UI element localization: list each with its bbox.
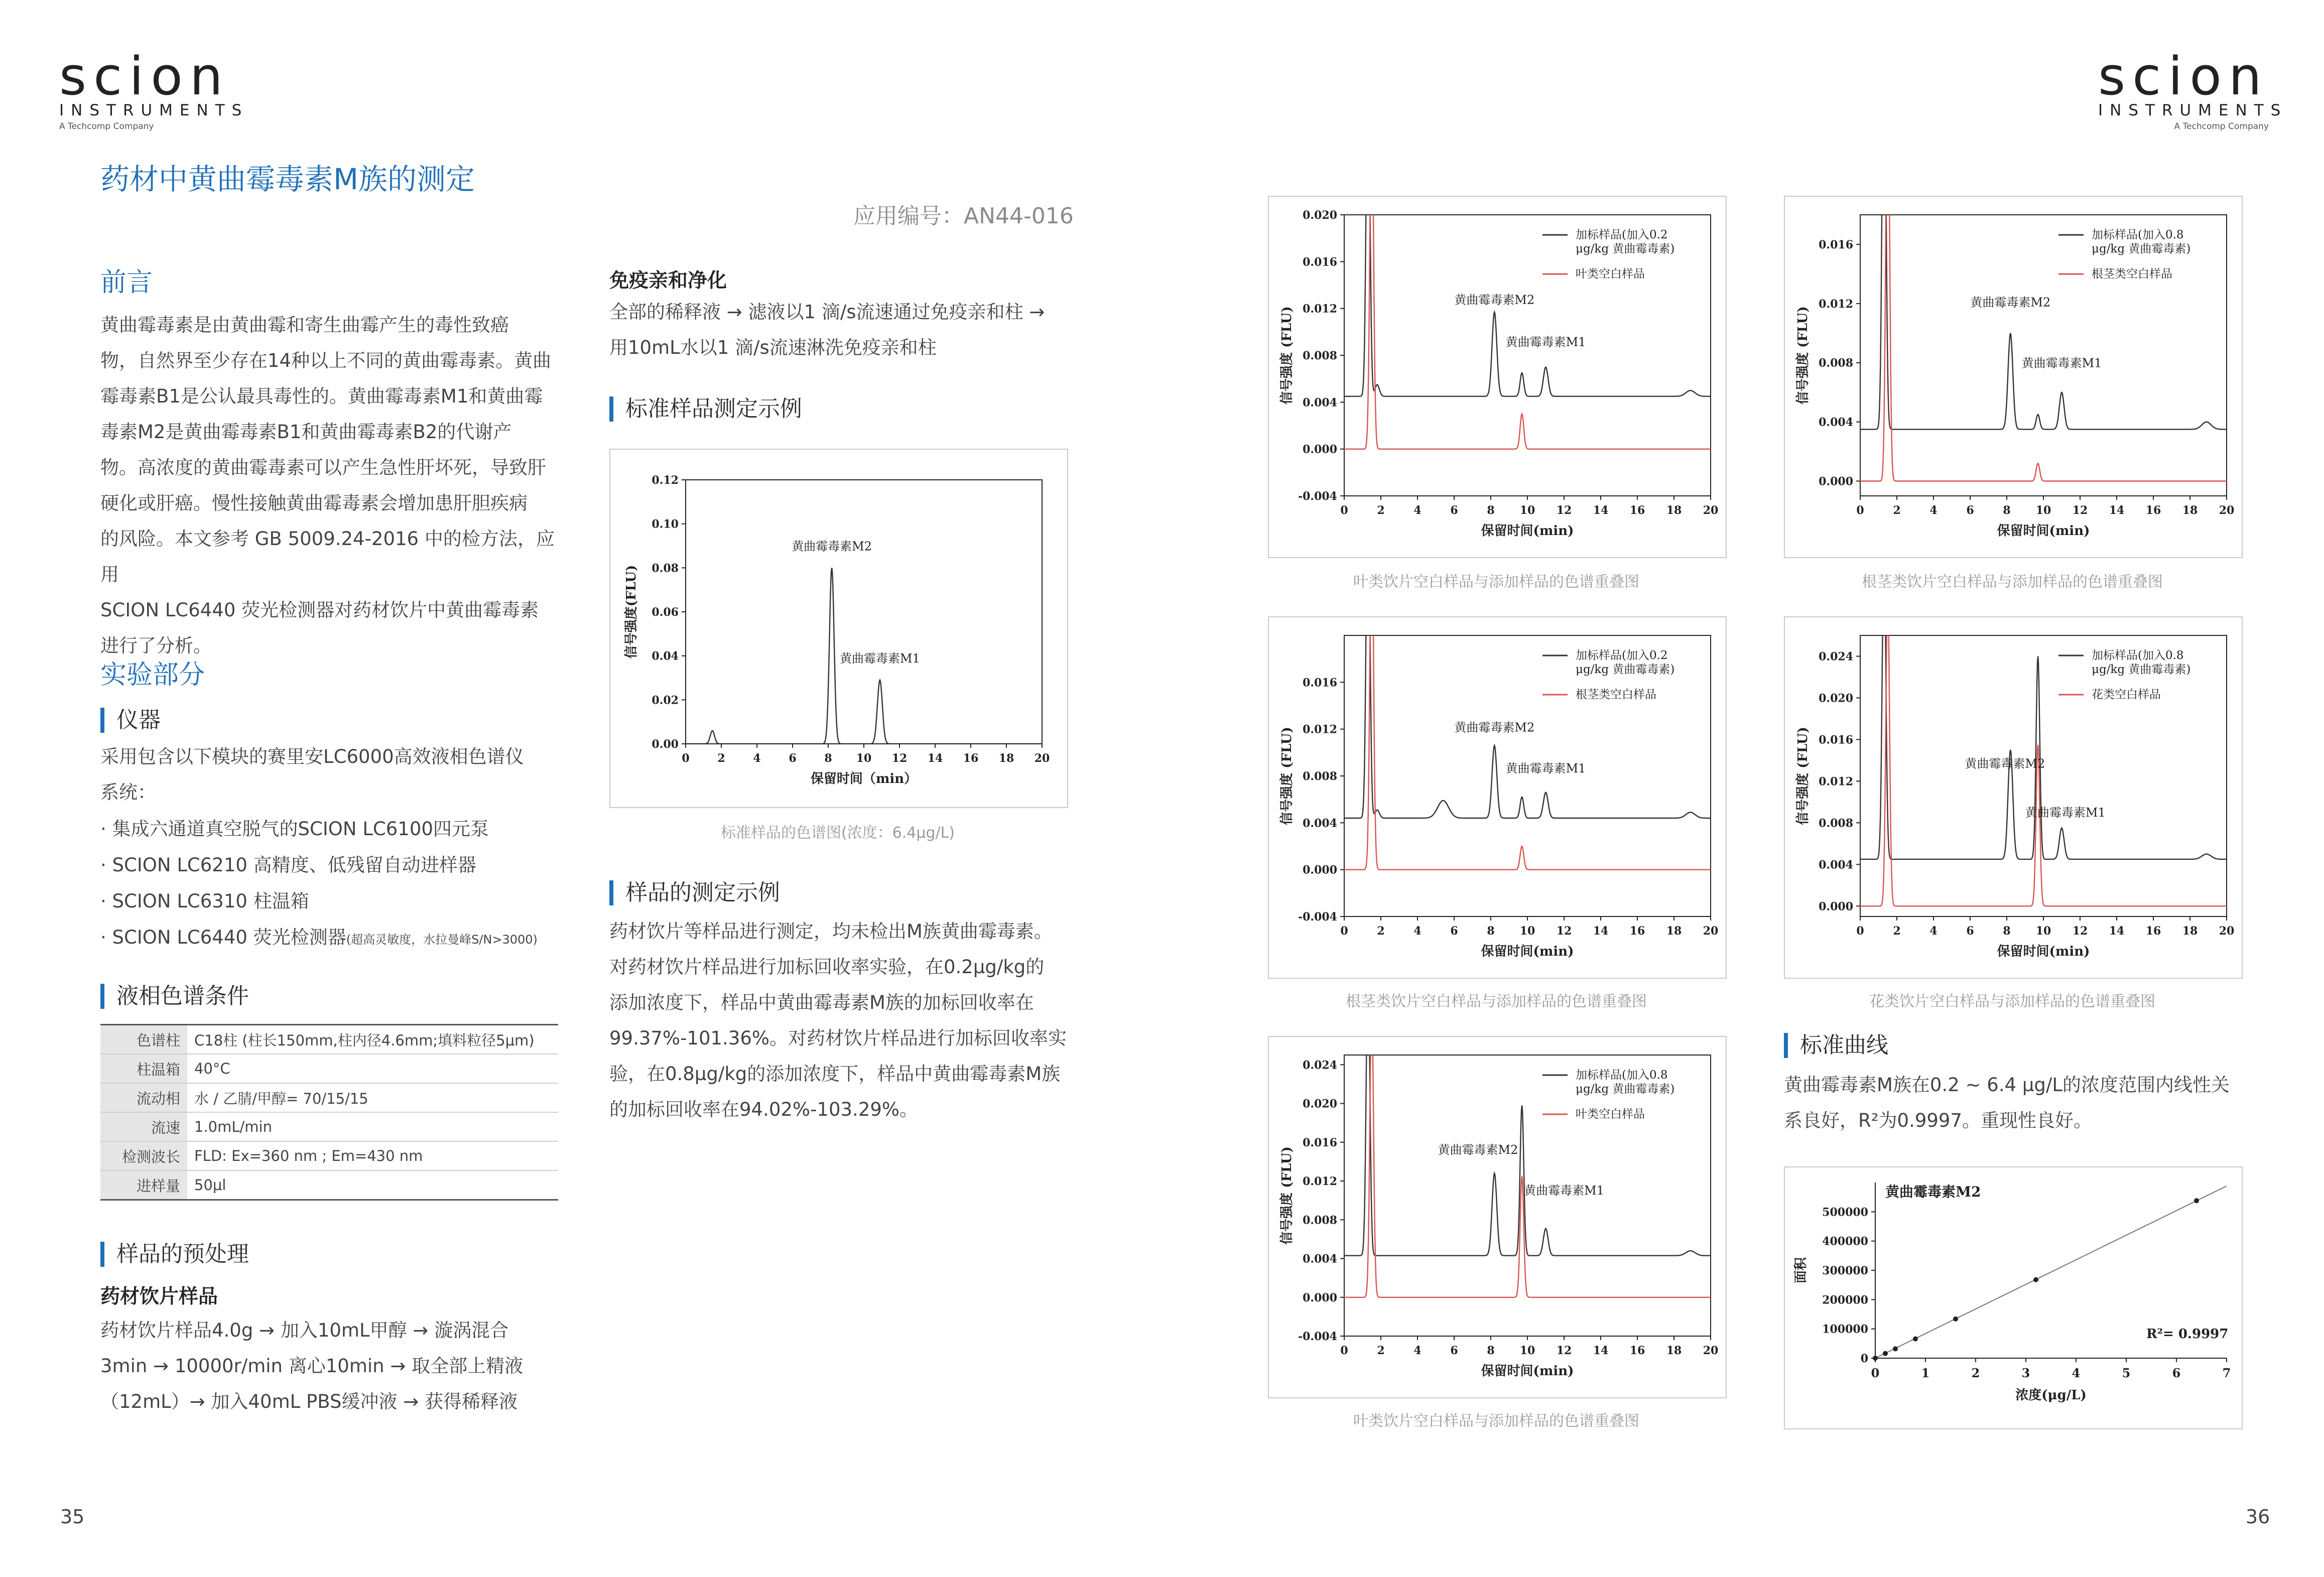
pretreatment-text: 药材饮片样品4.0g → 加入10mL甲醇 → 漩涡混合 3min → 10000r/min 离心10min → 取全部上精液 （12mL）→ 加入40mL PBS缓冲液 → 获得稀释液 <box>100 1320 524 1412</box>
x-tick-label: 20 <box>1034 752 1050 765</box>
plot-area <box>1344 215 1711 496</box>
y-axis-label: 信号强度 (FLU) <box>1279 306 1295 405</box>
caption-4: 花类饮片空白样品与添加样品的色谱重叠图 <box>1869 993 2155 1010</box>
legend-label-2: 根茎类空白样品 <box>1576 688 1656 701</box>
plot-area <box>686 480 1042 744</box>
legend-label-1b: μg/kg 黄曲霉毒素) <box>1576 242 1675 255</box>
y-tick-label: 0.004 <box>1303 396 1337 410</box>
plot-area <box>1344 635 1711 916</box>
x-tick-label: 4 <box>1413 1344 1422 1357</box>
y-tick-label: 0.012 <box>1819 297 1853 311</box>
x-tick-label: 18 <box>1666 1344 1682 1357</box>
standard-chart-frame <box>609 449 1068 808</box>
calibration-title: 黄曲霉毒素M2 <box>1885 1184 1981 1200</box>
x-tick-label: 6 <box>1450 1344 1458 1357</box>
data-point <box>1893 1346 1898 1351</box>
x-tick-label: 14 <box>2109 504 2125 517</box>
x-tick-label: 0 <box>1856 504 1864 517</box>
logo-left <box>59 46 249 132</box>
x-tick-label: 12 <box>2072 925 2088 938</box>
series-line-1 <box>1344 617 1711 818</box>
data-point <box>1953 1317 1958 1322</box>
y-tick-label: 0.008 <box>1819 817 1853 830</box>
data-point <box>1883 1351 1888 1356</box>
calibration-heading: 标准曲线 <box>1784 1033 1888 1058</box>
x-tick-label: 0 <box>1340 1344 1348 1357</box>
peak-label: 黄曲霉毒素M2 <box>1970 295 2051 310</box>
legend-label-1b: μg/kg 黄曲霉毒素) <box>1576 663 1675 676</box>
caption-3: 根茎类饮片空白样品与添加样品的色谱重叠图 <box>1346 993 1647 1010</box>
y-tick-label: 500000 <box>1822 1206 1868 1219</box>
x-tick-label: 12 <box>1556 504 1572 517</box>
chart-frame-3 <box>1268 616 1727 979</box>
chromatogram-leaf-0.8 <box>1269 1037 1726 1397</box>
x-tick-label: 14 <box>927 752 943 765</box>
x-tick-label: 18 <box>1666 504 1682 517</box>
calibration-text: 黄曲霉毒素M族在0.2 ~ 6.4 μg/L的浓度范围内线性关 系良好，R²为0.9997。重现性良好。 <box>1784 1074 2230 1131</box>
y-tick-label: 0.000 <box>1819 475 1853 488</box>
x-tick-label: 10 <box>2035 925 2051 938</box>
x-tick-label: 12 <box>1556 925 1572 938</box>
table-row: 进样量 50μl <box>100 1170 558 1200</box>
immuno-heading: 免疫亲和净化 <box>609 270 727 292</box>
y-axis-label: 信号强度 (FLU) <box>1279 1146 1295 1245</box>
chromatogram-root-0.2 <box>1269 617 1726 978</box>
table-row: 流速 1.0mL/min <box>100 1112 558 1141</box>
pretreatment-heading: 样品的预处理 <box>100 1242 249 1267</box>
chart-frame-1 <box>1268 196 1727 558</box>
logo-sub: INSTRUMENTS <box>2098 101 2288 119</box>
peak-label: 黄曲霉毒素M1 <box>1505 335 1586 349</box>
caption-2: 根茎类饮片空白样品与添加样品的色谱重叠图 <box>1862 573 2163 591</box>
logo-tagline: A Techcomp Company <box>2174 121 2269 132</box>
x-tick-label: 20 <box>1703 504 1719 517</box>
y-axis-label: 面积 <box>1793 1257 1809 1284</box>
y-tick-label: 0.000 <box>1819 900 1853 913</box>
conditions-table <box>100 1024 558 1201</box>
peak-label: 黄曲霉毒素M1 <box>840 651 920 666</box>
list-item: · 集成六通道真空脱气的SCION LC6100四元泵 <box>100 818 489 840</box>
x-axis-label: 保留时间（min） <box>810 771 918 786</box>
peak-label: 黄曲霉毒素M1 <box>1505 761 1586 775</box>
x-tick-label: 10 <box>856 752 872 765</box>
legend-label-1a: 加标样品(加入0.8 <box>2092 649 2184 662</box>
instrument-intro: 采用包含以下模块的赛里安LC6000高效液相色谱仪 系统： <box>100 746 524 803</box>
chromatogram-root-0.8 <box>1785 197 2242 557</box>
x-tick-label: 4 <box>1929 925 1938 938</box>
x-tick-label: 6 <box>1966 925 1974 938</box>
y-tick-label: -0.004 <box>1298 1330 1337 1343</box>
x-axis-label: 保留时间(min) <box>1481 1364 1574 1379</box>
legend-label-2: 花类空白样品 <box>2092 688 2161 701</box>
x-axis-label: 保留时间(min) <box>1481 944 1574 959</box>
experiment-heading: 实验部分 <box>100 660 205 690</box>
table-row: 柱温箱 40°C <box>100 1054 558 1083</box>
calibration-curve <box>1785 1167 2242 1428</box>
y-tick-label: 0.020 <box>1303 1097 1337 1111</box>
x-tick-label: 16 <box>963 752 979 765</box>
y-axis-label: 信号强度(FLU) <box>624 565 639 659</box>
y-tick-label: 0.012 <box>1303 302 1337 316</box>
y-tick-label: 0.008 <box>1303 349 1337 362</box>
peak-label: 黄曲霉毒素M2 <box>1454 720 1535 735</box>
x-tick-label: 20 <box>2219 925 2235 938</box>
y-tick-label: 0.012 <box>1303 1175 1337 1189</box>
chromatogram-leaf-0.2 <box>1269 197 1726 557</box>
x-tick-label: 2 <box>1377 925 1385 938</box>
y-tick-label: 0.10 <box>652 517 679 531</box>
y-tick-label: 0.016 <box>1303 676 1337 690</box>
r-squared-label: R²= 0.9997 <box>2146 1327 2229 1342</box>
x-tick-label: 18 <box>998 752 1014 765</box>
y-tick-label: 0.012 <box>1303 723 1337 736</box>
y-tick-label: 200000 <box>1822 1293 1868 1307</box>
x-tick-label: 18 <box>2182 925 2198 938</box>
x-tick-label: 16 <box>1629 504 1645 517</box>
sample-example-text: 药材饮片等样品进行测定，均未检出M族黄曲霉毒素。 对药材饮片样品进行加标回收率实验，在0.2μg/kg的 添加浓度下，样品中黄曲霉毒素M族的加标回收率在 99.37%-101.36%。对药材饮片样品进行加标回收率实 验，在0.8μg/kg的添加浓度下，样品中黄曲霉毒素M族 的加标回收率在94.02%-103.29%。 <box>609 921 1067 1120</box>
y-tick-label: 0.00 <box>652 738 679 751</box>
caption-1: 叶类饮片空白样品与添加样品的色谱重叠图 <box>1353 573 1639 591</box>
peak-label: 黄曲霉毒素M2 <box>1438 1142 1518 1157</box>
x-tick-label: 14 <box>2109 925 2125 938</box>
x-tick-label: 8 <box>2003 504 2011 517</box>
x-tick-label: 0 <box>1340 504 1348 517</box>
x-tick-label: 16 <box>1629 1344 1645 1357</box>
immuno-text: 全部的稀释液 → 滤液以1 滴/s流速通过免疫亲和柱 → 用10mL水以1 滴/s流速淋洗免疫亲和柱 <box>609 301 1045 358</box>
x-tick-label: 16 <box>2145 925 2161 938</box>
x-tick-label: 6 <box>1450 925 1458 938</box>
y-axis-label: 信号强度 (FLU) <box>1279 727 1295 825</box>
y-tick-label: 0.020 <box>1819 692 1853 705</box>
x-tick-label: 20 <box>1703 1344 1719 1357</box>
x-tick-label: 12 <box>891 752 908 765</box>
x-tick-label: 2 <box>1893 504 1901 517</box>
x-tick-label: 6 <box>2172 1366 2181 1380</box>
y-tick-label: 0.016 <box>1819 238 1853 251</box>
page-number-right: 36 <box>2246 1506 2270 1528</box>
legend-label-2: 根茎类空白样品 <box>2092 268 2172 281</box>
y-tick-label: 400000 <box>1822 1235 1868 1248</box>
y-tick-label: 0.04 <box>652 649 679 663</box>
x-tick-label: 4 <box>753 752 761 765</box>
x-tick-label: 0 <box>1340 925 1348 938</box>
x-tick-label: 8 <box>1487 1344 1495 1357</box>
x-tick-label: 3 <box>2021 1366 2030 1380</box>
x-tick-label: 0 <box>1856 925 1864 938</box>
x-tick-label: 18 <box>1666 925 1682 938</box>
page-title: 药材中黄曲霉毒素M族的测定 <box>100 162 475 196</box>
x-tick-label: 4 <box>1413 925 1422 938</box>
x-axis-label: 保留时间(min) <box>1997 523 2090 539</box>
calibration-chart-frame <box>1784 1166 2243 1429</box>
x-tick-label: 12 <box>2072 504 2088 517</box>
legend-label-1a: 加标样品(加入0.2 <box>1576 649 1668 662</box>
y-tick-label: -0.004 <box>1298 910 1337 924</box>
logo-sub: INSTRUMENTS <box>59 101 249 119</box>
y-tick-label: 0.02 <box>652 694 679 707</box>
x-tick-label: 2 <box>717 752 725 765</box>
x-tick-label: 4 <box>2072 1366 2081 1380</box>
legend-label-1b: μg/kg 黄曲霉毒素) <box>1576 1083 1675 1096</box>
logo-word: scion <box>2098 46 2269 107</box>
x-tick-label: 16 <box>1629 925 1645 938</box>
x-tick-label: 2 <box>1377 504 1385 517</box>
legend-label-2: 叶类空白样品 <box>1576 268 1645 281</box>
y-tick-label: 100000 <box>1822 1323 1868 1336</box>
legend-label-1a: 加标样品(加入0.8 <box>1576 1069 1668 1082</box>
y-tick-label: 0.004 <box>1303 1252 1337 1266</box>
peak-label: 黄曲霉毒素M2 <box>792 539 872 554</box>
plot-area <box>1860 635 2227 916</box>
x-tick-label: 14 <box>1593 504 1609 517</box>
plot-area <box>1860 215 2227 496</box>
x-tick-label: 20 <box>1703 925 1719 938</box>
x-tick-label: 2 <box>1971 1366 1980 1380</box>
chart-frame-4 <box>1784 616 2243 979</box>
list-item: · SCION LC6310 柱温箱 <box>100 890 309 912</box>
logo-word: scion <box>59 46 230 107</box>
x-tick-label: 2 <box>1377 1344 1385 1357</box>
y-tick-label: 300000 <box>1822 1264 1868 1277</box>
logo-right <box>2098 46 2288 132</box>
preface-text: 黄曲霉毒素是由黄曲霉和寄生曲霉产生的毒性致癌 物，自然界至少存在14种以上不同的黄曲霉毒素。黄曲 霉毒素B1是公认最具毒性的。黄曲霉毒素M1和黄曲霉 毒素M2是黄曲霉毒素B1和黄曲霉毒素B2的代谢产 物。高浓度的黄曲霉毒素可以产生急性肝坏死，导致肝 硬化或肝癌。慢性接触黄曲霉毒素会增加患肝胆疾病 的风险。本文参考 GB 5009.24-2016 中的检方法，应用 SCION LC6440 荧光检测器对药材饮片中黄曲霉毒素 进行了分析。 <box>100 314 555 656</box>
y-tick-label: 0.000 <box>1303 443 1337 456</box>
y-tick-label: 0.06 <box>652 606 679 619</box>
x-tick-label: 8 <box>824 752 832 765</box>
data-point <box>2033 1277 2038 1282</box>
x-tick-label: 7 <box>2222 1366 2231 1380</box>
x-tick-label: 12 <box>1556 1344 1572 1357</box>
chromatogram-flower-0.8 <box>1785 617 2242 978</box>
y-tick-label: 0.008 <box>1303 1214 1337 1227</box>
y-tick-label: 0.016 <box>1819 733 1853 747</box>
x-tick-label: 1 <box>1921 1366 1930 1380</box>
y-tick-label: 0.12 <box>652 474 679 487</box>
x-tick-label: 6 <box>1450 504 1458 517</box>
x-axis-label: 保留时间(min) <box>1481 523 1574 539</box>
data-point <box>1873 1356 1878 1361</box>
x-tick-label: 18 <box>2182 504 2198 517</box>
y-tick-label: 0.020 <box>1303 209 1337 222</box>
x-tick-label: 10 <box>2035 504 2051 517</box>
x-tick-label: 20 <box>2219 504 2235 517</box>
list-item: · SCION LC6210 高精度、低残留自动进样器 <box>100 854 476 876</box>
standard-example-heading: 标准样品测定示例 <box>609 397 802 422</box>
y-tick-label: 0.000 <box>1303 1291 1337 1304</box>
peak-label: 黄曲霉毒素M1 <box>2021 356 2102 370</box>
peak-label: 黄曲霉毒素M2 <box>1454 293 1535 307</box>
preface-heading: 前言 <box>100 268 153 298</box>
data-point <box>2194 1198 2199 1203</box>
page-number-left: 35 <box>60 1506 85 1528</box>
y-tick-label: 0.08 <box>652 562 679 575</box>
x-axis-label: 浓度(μg/L) <box>2015 1388 2087 1403</box>
x-tick-label: 16 <box>2145 504 2161 517</box>
x-tick-label: 4 <box>1929 504 1938 517</box>
instrument-list <box>100 811 592 958</box>
x-tick-label: 10 <box>1519 925 1535 938</box>
y-tick-label: 0.004 <box>1819 858 1853 872</box>
peak-label: 黄曲霉毒素M1 <box>2025 805 2106 820</box>
standard-chromatogram <box>610 450 1067 807</box>
x-tick-label: 0 <box>682 752 690 765</box>
data-point <box>1913 1337 1918 1342</box>
table-row: 流动相 水 / 乙腈/甲醇= 70/15/15 <box>100 1083 558 1112</box>
legend-label-1a: 加标样品(加入0.2 <box>1576 228 1668 241</box>
y-axis-label: 信号强度 (FLU) <box>1795 727 1811 825</box>
legend-label-1a: 加标样品(加入0.8 <box>2092 228 2184 241</box>
conditions-heading: 液相色谱条件 <box>100 984 249 1009</box>
x-axis-label: 保留时间(min) <box>1997 944 2090 959</box>
y-tick-label: 0.008 <box>1303 770 1337 783</box>
pretreatment-subheading: 药材饮片样品 <box>100 1285 218 1308</box>
y-tick-label: 0.024 <box>1819 650 1853 664</box>
standard-caption: 标准样品的色谱图(浓度：6.4μg/L) <box>720 824 955 842</box>
chart-frame-2 <box>1784 196 2243 558</box>
y-tick-label: 0.024 <box>1303 1059 1337 1072</box>
y-tick-label: 0 <box>1860 1352 1868 1365</box>
instrument-heading: 仪器 <box>100 708 161 733</box>
y-tick-label: 0.016 <box>1303 1136 1337 1149</box>
x-tick-label: 8 <box>1487 925 1495 938</box>
logo-tagline: A Techcomp Company <box>59 121 154 132</box>
peak-label: 黄曲霉毒素M1 <box>1524 1184 1604 1198</box>
legend-label-2: 叶类空白样品 <box>1576 1108 1645 1121</box>
application-number: 应用编号：AN44-016 <box>853 203 1074 229</box>
y-tick-label: 0.004 <box>1819 416 1853 429</box>
table-row: 检测波长 FLD: Ex=360 nm ; Em=430 nm <box>100 1141 558 1170</box>
x-tick-label: 6 <box>789 752 797 765</box>
legend-label-1b: μg/kg 黄曲霉毒素) <box>2092 242 2191 255</box>
x-tick-label: 10 <box>1519 1344 1535 1357</box>
chart-frame-5 <box>1268 1036 1727 1398</box>
legend-label-1b: μg/kg 黄曲霉毒素) <box>2092 663 2191 676</box>
x-tick-label: 10 <box>1519 504 1535 517</box>
y-axis-label: 信号强度 (FLU) <box>1795 306 1811 405</box>
y-tick-label: 0.004 <box>1303 817 1337 830</box>
x-tick-label: 6 <box>1966 504 1974 517</box>
caption-5: 叶类饮片空白样品与添加样品的色谱重叠图 <box>1353 1412 1639 1430</box>
y-tick-label: 0.016 <box>1303 255 1337 269</box>
x-tick-label: 4 <box>1413 504 1422 517</box>
y-tick-label: 0.000 <box>1303 863 1337 877</box>
x-tick-label: 0 <box>1871 1366 1880 1380</box>
x-tick-label: 5 <box>2122 1366 2131 1380</box>
peak-label: 黄曲霉毒素M2 <box>1965 756 2045 771</box>
y-tick-label: 0.012 <box>1819 775 1853 789</box>
table-row: 色谱柱 C18柱 (柱长150mm,柱内径4.6mm;填料粒径5μm) <box>100 1025 558 1055</box>
list-item: · SCION LC6440 荧光检测器(超高灵敏度，水拉曼峰S/N>3000) <box>100 927 538 948</box>
sample-example-heading: 样品的测定示例 <box>609 880 780 905</box>
x-tick-label: 14 <box>1593 1344 1609 1357</box>
y-tick-label: -0.004 <box>1298 490 1337 503</box>
y-tick-label: 0.008 <box>1819 356 1853 370</box>
x-tick-label: 2 <box>1893 925 1901 938</box>
x-tick-label: 14 <box>1593 925 1609 938</box>
x-tick-label: 8 <box>2003 925 2011 938</box>
x-tick-label: 8 <box>1487 504 1495 517</box>
